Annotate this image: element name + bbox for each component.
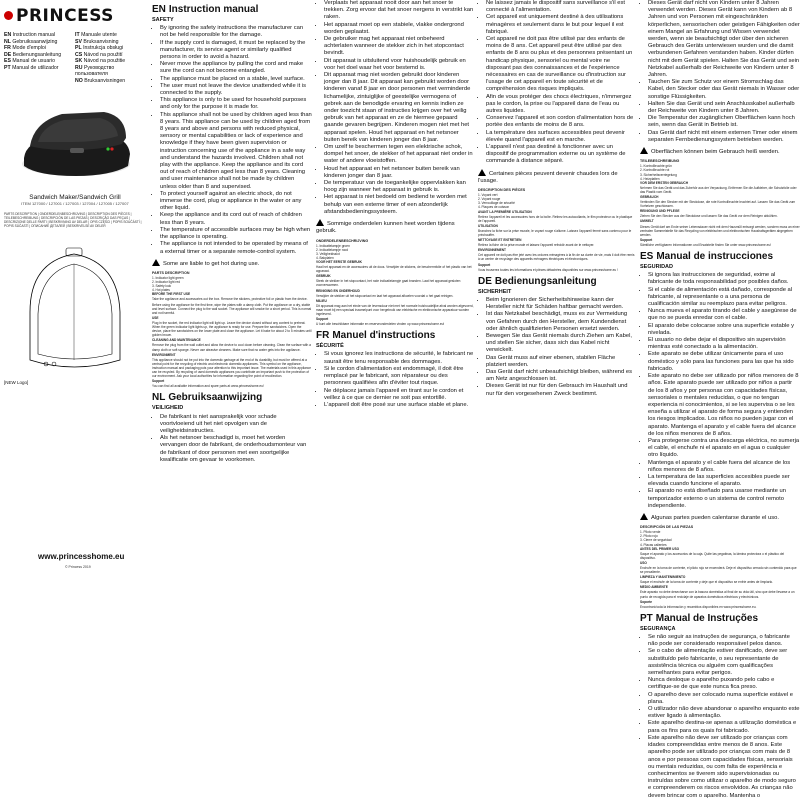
en-safety-item: • Keep the appliance and its cord out of reach of children less than 8 years. <box>160 212 312 226</box>
nl-safety-item: • De temperatuur van de toegankelijke oppervlakken kan hoog zijn wanneer het apparaat in gebruik is. <box>324 180 474 194</box>
de-safety-continued <box>640 0 800 156</box>
de-safety-item: • Die Temperatur der zugänglichen Oberflächen kann hoch sein, wenn das Gerät in Betrieb ist. <box>648 115 800 129</box>
en-safety-item: • The user must not leave the device unattended while it is connected to the supply. <box>160 83 312 97</box>
fr-parts-item: 3. Verrouillage de sécurité <box>478 201 515 206</box>
de-body-item: VOR DEM ERSTEN GEBRAUCH <box>640 180 688 185</box>
fr-safety-item: • Cet appareil ne doit pas être utilisé par des enfants de moins de 8 ans. Cet appareil peut être utilisé par des enfants de 8 ans ou plus et des personnes présentant un handicap physique, sensoriel ou mental voire ne disposant pas des connaissances et de l'expérience nécessaires en cas de surveillance ou d'instruction sur l'usage de cet appareil en toute sécurité et de compréhension des risques impliqués. <box>486 36 636 94</box>
de-body-item: Verbinden Sie den Stecker mit der Steckdose, die rote Kontrollleuchte leuchtet auf. Lassen Sie das Gerät zum Vorheizen geschlossen. <box>640 200 796 209</box>
de-safety-item: • Ist das Netzkabel beschädigt, muss es zur Vermeidung von Gefahren durch den Hersteller, dem Kundendienst oder ähnlich qualifizierten Personen ersetzt werden. <box>486 311 636 333</box>
fr-safety-item: • Si le cordon d'alimentation est endommagé, il doit être remplacé par le fabricant, son réparateur ou des personnes qualifiées afin d'éviter tout risque. <box>324 366 474 388</box>
nl-body-item: Dit apparaat mag aan het einde van de levensduur niet met het normale huishoudelijke afval worden afgevoerd, maar moet bij een speciaal inzamelpunt voor hergebruik van elektrische en elektronische apparatuur worden ingeleverd. <box>316 303 474 316</box>
nl-safety-item: • Het apparaat moet op een stabiele, vlakke ondergrond worden geplaatst. <box>324 22 474 36</box>
product-model: ITEM 127000 / 127001 / 127003 / 127004 / 127005 / 127007 <box>21 201 129 206</box>
de-hot-warning: Oberflächen können beim Gebrauch heiß werden. <box>640 147 800 156</box>
de-title: DE Bedienungsanleitung <box>478 275 597 287</box>
en-safety-item: • The temperature of accessible surfaces may be high when the appliance is operating. <box>160 227 312 241</box>
fr-safety-heading: SÉCURITÉ <box>316 343 344 350</box>
es-body-item: MEDIO AMBIENTE <box>640 585 668 590</box>
en-safety-heading: SAFETY <box>152 17 174 23</box>
fr-parts-list <box>478 193 636 209</box>
pt-safety-item: • O utilizador não deve abandonar o aparelho enquanto este estiver ligado à alimentação. <box>648 706 800 720</box>
nl-safety-list-b <box>316 0 474 216</box>
fr-safety-item: • Si vous ignorez les instructions de sécurité, le fabricant ne saurait être tenu responsable des dommages. <box>324 351 474 365</box>
de-body-item: UMWELT <box>640 219 654 224</box>
es-safety-list <box>640 272 800 510</box>
nl-body-item: Support <box>316 317 329 322</box>
es-safety-item: • El aparato no está diseñado para usarse mediante un temporizador externo o un sistema de control remoto independiente. <box>648 488 800 510</box>
pt-safety-heading: SEGURANÇA <box>640 625 676 632</box>
fr-safety-list-b <box>478 0 636 166</box>
es-parts-item: 3. Cierre de seguridad <box>640 538 672 543</box>
en-safety-item: • Never move the appliance by pulling the cord and make sure the cord can not become entangled. <box>160 61 312 75</box>
es-safety-item: • El aparato debe colocarse sobre una superficie estable y nivelada. <box>648 323 800 337</box>
parts-description-header: PARTS DESCRIPTION | ONDERDELENBESCHRIJVING | DESCRIPTION DES PIÈCES | TEILEBESCHREIBUNG | DESCRIPCIÓN DE LAS PIEZAS | DESCRIÇÃO DAS PEÇAS | DESCRIZIONE DELLE PARTI | BESKRIVNING AV DELAR | OPIS CZĘŚCI | POPIS SOUČÁSTÍ | POPIS SÚČASTÍ | ОПИСАНИЕ ДЕТАЛЕЙ | BESKRIVELSE AV DELER <box>4 212 142 228</box>
es-body-item: ANTES DEL PRIMER USO <box>640 546 680 551</box>
pt-safety-item: • Este aparelho não deve ser utilizado por crianças com idades compreendidas entre menos de 8 anos. Este aparelho pode ser utilizado por crianças com mais de 8 anos e por pessoas com capacidades físicas, sensoriais ou mentais reduzidas, ou com falta de experiência e conhecimentos se tiverem sido supervisionadas ou instruídas sobre como utilizar o aparelho de modo seguro e compreenderem os riscos envolvidos. As crianças não devem brincar com o aparelho. Mantenha o <box>648 735 800 800</box>
de-parts-item: 1. Kontrollleuchte grün <box>640 164 672 169</box>
fr-de-section <box>478 0 636 575</box>
de-details <box>640 159 800 247</box>
fr-hot-warning: Certaines pièces peuvent devenir chaudes lors de l'usage. <box>478 170 618 184</box>
language-item: DE Bedienungsanleitung <box>4 51 62 58</box>
nl-safety-list-a <box>152 414 312 464</box>
fr-parts-item: 1. Voyant vert <box>478 193 498 198</box>
nl-title: NL Gebruiksaanwijzing <box>152 392 263 404</box>
hot-surface-warning-icon <box>478 169 486 176</box>
nl-body-item[interactable]: U kunt alle beschikbare informatie en reserveonderdelen vinden op www.princesshome.eu! <box>316 322 445 327</box>
language-item: ES Manual de usuario <box>4 58 56 64</box>
en-parts-item: 1. Indicator light green <box>152 276 184 280</box>
en-safety <box>152 17 312 268</box>
de-parts-item: 2. Kontrollleuchte rot <box>640 168 670 173</box>
de-safety-list-a <box>478 297 636 398</box>
fr-body-item: Retirez l'appareil et les accessoires hors de la boîte. Retirez les autocollants, le film protecteur ou le plastique de l'appareil. <box>478 214 633 223</box>
nl-safety-item: • Om uzelf te beschermen tegen een elektrische schok, dompel het snoer, de stekker of het apparaat niet onder in water of andere vloeistoffen. <box>324 144 474 166</box>
nl-fr-section <box>316 0 474 575</box>
fr-body-item: UTILISATION <box>478 223 498 228</box>
en-body-item: CLEANING AND MAINTENANCE <box>152 338 201 343</box>
nl-body-item: MILIEU <box>316 298 327 303</box>
en-parts-item: 4. Hot plates <box>152 288 170 293</box>
nl-body-item: Haal het apparaat en de accessoires uit de doos. Verwijder de stickers, de beschermfolie of het plastic van het apparaat. <box>316 265 472 274</box>
nl-parts-list <box>316 244 474 260</box>
fr-safety-item: • L'appareil doit être posé sur une surface stable et plane. <box>324 402 474 409</box>
de-safety-heading: SICHERHEIT <box>478 288 512 295</box>
product-title: Sandwich Maker/Sandwich Grill <box>29 194 121 201</box>
fr-parts-item: 4. Plaques de cuisson <box>478 205 510 210</box>
fr-title: FR Manuel d'instructions <box>316 330 436 342</box>
es-body-item: Saque el aparato y los accesorios de la caja. Quite las pegatinas, la lámina protectora o el plástico del dispositivo. <box>640 551 785 560</box>
fr-details <box>478 188 636 272</box>
de-body-item: Dieses Gerät darf am Ende seiner Lebensdauer nicht mit dem Hausmüll entsorgt werden, sondern muss an einer zentralen Sammelstelle für das Recycling von elektrischen und elektronischen Haushaltsgeräten abgegeben werden. <box>640 224 800 237</box>
nl-body-item: VOOR HET EERSTE GEBRUIK <box>316 259 362 264</box>
nl-parts-item: 2. Indicatielampje rood <box>316 247 349 252</box>
pt-safety-item: • Nunca desloque o aparelho puxando pelo cabo e certifique-se de que este nunca fica preso. <box>648 677 800 691</box>
language-item: CS Návod na použití <box>75 51 123 58</box>
hot-surface-warning-icon <box>640 147 648 154</box>
de-parts-list <box>640 164 800 180</box>
fr-safety-item: • Conservez l'appareil et son cordon d'alimentation hors de portée des enfants de moins de 8 ans. <box>486 115 636 129</box>
es-safety <box>640 264 800 522</box>
es-body-item: LIMPIEZA Y MANTENIMIENTO <box>640 575 686 580</box>
es-safety-item: • Este aparato no debe ser utilizado por niños menores de 8 años. Este aparato puede ser utilizado por niños a partir de los 8 años y por personas con capacidades físicas, sensoriales o mentales reducidas, o que no tengan experiencia ni conocimientos, si se les supervisa o se les enseña a utilizar el aparato de forma segura y entienden los riesgos implicados. Los niños no pueden jugar con el aparato. Mantenga el aparato y el cable fuera del alcance de los niños menores de 8 años. <box>648 373 800 438</box>
es-body-item: Enchufe en la toma de corriente, el piloto rojo se encenderá. Deje el dispositivo cerrado sin contenido para que se precaliente. <box>640 566 797 575</box>
language-item: EN Instruction manual <box>4 32 56 38</box>
nl-safety-item: • De fabrikant is niet aansprakelijk voor schade voortvloeiend uit het niet opvolgen van de veiligheidsinstructies. <box>160 414 312 436</box>
fr-safety-item: • Ne déplacez jamais l'appareil en tirant sur le cordon et veillez à ce que ce dernier ne soit pas entortillé. <box>324 388 474 402</box>
fr-safety-item: • Cet appareil est uniquement destiné à des utilisations ménagères et seulement dans le but pour lequel il est fabriqué. <box>486 14 636 36</box>
en-body-item: Remove the plug from the wall outlet and allow the device to cool down before cleaning. Clean the surface with a damp cloth or soft sponge. Never use abrasive cleaners. Make sure that no water gets into the appliance. <box>152 343 311 352</box>
es-body-item: Saque el enchufe de la toma de corriente y deje que el dispositivo se enfríe antes de limpiarlo. <box>640 580 774 585</box>
fr-safety-item: • La température des surfaces accessibles peut devenir élevée quand l'appareil est en marche. <box>486 130 636 144</box>
en-details <box>152 271 312 388</box>
fr-body-item: AVANT LA PREMIÈRE UTILISATION <box>478 209 532 214</box>
brand-logo <box>4 6 146 26</box>
nl-safety-item: • De gebruiker mag het apparaat niet onbeheerd achterlaten wanneer de stekker zich in het stopcontact bevindt. <box>324 36 474 58</box>
pt-safety-list <box>640 634 800 800</box>
en-parts-item: 3. Safety lock <box>152 284 172 289</box>
fr-parts-heading: DESCRIPTION DES PIÈCES <box>478 188 526 193</box>
pt-title: PT Manual de Instruções <box>640 612 759 624</box>
fr-body-item: Cet appareil ne doit pas être jeté avec les ordures ménagères à la fin de sa durée de vie, mais il doit être remis à un centre de recyclage des appareils ménagers électriques et électroniques. <box>478 253 635 262</box>
es-body-item[interactable]: Encontrará toda la información y recambios disponibles en www.princesshome.eu. <box>640 604 757 609</box>
website-url[interactable]: www.princesshome.eu <box>38 552 125 561</box>
de-es-pt-section <box>640 0 800 799</box>
en-body-item: Plug in the socket, the red indicator light will light up. Leave the device closed without any content to preheat. When the green indicator light lights up, the appliance is ready for use. Prepare the sandwiches. Open the device, place the sandwiches on the lower plate and close the appliance. Let it bake for about 2 to 5 minutes until golden brown. <box>152 320 312 338</box>
en-safety-list <box>152 25 312 256</box>
en-body-item: Take the appliance and accessories out the box. Remove the stickers, protective foil or plastic from the device. <box>152 297 308 302</box>
fr-safety-item: • Ne laissez jamais le dispositif sans surveillance s'il est connecté à l'alimentation. <box>486 0 636 14</box>
print-date: © Princess 2019 <box>65 565 91 569</box>
fr-parts-item: 2. Voyant rouge <box>478 197 501 202</box>
de-safety-item: • Tauchen Sie zum Schutz vor einem Stromschlag das Kabel, den Stecker oder das Gerät niemals in Wasser oder sonstige Flüssigkeiten. <box>648 79 800 101</box>
de-safety-list-b <box>640 0 800 144</box>
de-body-item: GEBRAUCH <box>640 195 659 200</box>
en-section <box>152 0 312 575</box>
es-safety-item: • Para protegerse contra una descarga eléctrica, no sumerja el cable, el enchufe ni el aparato en el agua o cualquier otro líquido. <box>648 438 800 460</box>
en-body-item: ENVIRONMENT <box>152 352 176 357</box>
es-parts-heading: DESCRIPCIÓN DE LAS PIEZAS <box>640 525 694 530</box>
pt-safety <box>640 626 800 800</box>
fr-safety-item: • Afin de vous protéger des chocs électriques, n'immergez pas le cordon, la prise ou l'appareil dans de l'eau ou autres liquides. <box>486 94 636 116</box>
es-safety-item: • Si el cable de alimentación está dañado, corresponde al fabricante, al representante o a una persona de cualificación similar su reemplazo para evitar peligros. <box>648 287 800 309</box>
language-item: PL Instrukcja obsługi <box>75 45 124 51</box>
language-item: NO Bruksanvisningen <box>75 77 126 84</box>
nl-body-item: REINIGING EN ONDERHOUD <box>316 288 360 293</box>
en-parts-heading: PARTS DESCRIPTION <box>152 270 190 275</box>
en-safety-item: • By ignoring the safety instructions the manufacturer can not be held responsible for the damage. <box>160 25 312 39</box>
fr-safety-start <box>316 343 474 409</box>
language-item: SV Bruksanvisning <box>75 38 119 45</box>
de-safety-start <box>478 289 636 398</box>
es-safety-item: • La temperatura de las superficies accesibles puede ser elevada cuando funcione el aparato. <box>648 474 800 488</box>
en-body-item: BEFORE THE FIRST USE <box>152 292 191 297</box>
de-safety-item: • Das Gerät muss auf einer ebenen, stabilen Fläche platziert werden. <box>486 355 636 369</box>
en-hot-warning: Some are liable to get hot during use. <box>152 259 312 268</box>
de-body-item[interactable]: Sämtliche verfügbaren Informationen und Ersatzteile finden Sie unter www.princesshome.eu! <box>640 242 772 247</box>
es-body-item: USO <box>640 560 647 565</box>
de-safety-item: • Halten Sie das Gerät und sein Anschlusskabel außerhalb der Reichweite von Kindern unter 8 Jahren. <box>648 101 800 115</box>
es-title: ES Manual de instrucciones <box>640 251 774 263</box>
es-body-item: Este aparato no debe desecharse con la basura doméstica al final de su vida útil, sino que debe llevarse a un punto de recogida para el reciclaje de aparatos domésticos eléctricos y electrónicos. <box>640 590 795 599</box>
pt-safety-item: • Este aparelho destina-se apenas a utilização doméstica e para os fins para os quais foi fabricado. <box>648 720 800 734</box>
es-parts-item: 1. Piloto verde <box>640 530 661 535</box>
en-body-item: This appliance should not be put into the domestic garbage at the end of its durability, but must be offered at a central point for the recycling of electric and electronic domestic appliances. This symbol on the appliance, instruction manual and packaging puts your attention to this important issue. The materials used in this appliance can be recycled. By recycling of used domestic appliances you contribute an important push to the protection of our environment. Ask your local authorities for information regarding the point of recollection. <box>152 357 312 379</box>
nl-safety-item: • Verplaats het apparaat nooit door aan het snoer te trekken. Zorg ervoor dat het snoer nergens in verstrikt kan raken. <box>324 0 474 22</box>
logo-mark-icon <box>4 11 13 20</box>
es-body <box>640 547 800 609</box>
en-body-item[interactable]: You can find all available information and spare parts at www.princesshome.eu! <box>152 384 264 389</box>
es-parts-item: 2. Piloto rojo <box>640 534 658 539</box>
de-parts-item: 3. Sicherheitsverriegelung <box>640 172 677 177</box>
brand-name: PRINCESS <box>16 6 114 26</box>
sandwich-maker-icon <box>10 92 140 192</box>
es-safety-item: • El usuario no debe dejar el dispositivo sin supervisión mientras esté conectado a la alimentación. <box>648 337 800 351</box>
de-safety-item: • Dieses Gerät ist nur für den Gebrauch im Haushalt und nur für den vorgesehenen Zweck bestimmt. <box>486 383 636 397</box>
es-safety-item: • Mantenga el aparato y el cable fuera del alcance de los niños menores de 8 años. <box>648 460 800 474</box>
en-body-item: Support <box>152 379 165 384</box>
fr-body-item: NETTOYAGE ET ENTRETIEN <box>478 238 522 243</box>
language-item: FR Mode d'emploi <box>4 45 46 51</box>
en-safety-item: • The appliance must be placed on a stable, level surface. <box>160 76 312 83</box>
fr-safety-continued <box>478 0 636 185</box>
product-image <box>10 92 140 192</box>
nl-parts-heading: ONDERDELENBESCHRIJVING <box>316 238 369 243</box>
nl-parts-item: 4. Bakplaten <box>316 255 334 260</box>
es-safety-item: • Este aparato se debe utilizar únicamente para el uso doméstico y sólo para las funciones para las que ha sido fabricado. <box>648 351 800 373</box>
en-body <box>152 292 312 388</box>
en-safety-item: • The appliance is not intended to be operated by means of a external timer or a separate remote-control system. <box>160 241 312 255</box>
language-item: IT Manuale utente <box>75 32 117 38</box>
nl-safety-item: • Het apparaat is niet bedoeld om bediend te worden met behulp van een externe timer of een afzonderlijk afstandsbedieningssysteem. <box>324 194 474 216</box>
fr-body-item: Support <box>478 262 491 267</box>
nl-title-block <box>152 392 312 464</box>
en-body-item: USE <box>152 315 159 320</box>
parts-diagram-icon <box>16 242 134 382</box>
es-hot-warning: Algunas partes pueden calentarse durante el uso. <box>640 513 800 522</box>
de-body <box>640 181 800 247</box>
es-details <box>640 525 800 609</box>
de-safety-item: • Das Gerät darf nicht mit einem externen Timer oder einem separaten Fernbedienungssystem betrieben werden. <box>648 130 800 144</box>
pt-safety-item: • O aparelho deve ser colocado numa superfície estável e plana. <box>648 692 800 706</box>
language-item: RU Руководство пользователя <box>75 64 115 77</box>
nl-hot-warning: Sommige onderdelen kunnen heet worden tijdens gebruik. <box>316 221 455 235</box>
nl-safety-item: • Dit apparaat mag niet worden gebruikt door kinderen jonger dan 8 jaar. Dit apparaat kan gebruikt worden door kinderen vanaf 8 jaar en door personen met verminderde lichamelijke, zintuiglijke of geestelijke vermogens of gebrek aan de benodigde ervaring en kennis indien ze onder toezicht staan of instructies krijgen over het veilig gebruik van het apparaat en ze de hiermee gepaard gaande gevaren begrijpen. Kinderen mogen niet met het apparaat spelen. Houd het apparaat en het netsnoer buiten bereik van kinderen jonger dan 8 jaar. <box>324 72 474 144</box>
fr-body-item: ENVIRONNEMENT <box>478 248 506 253</box>
nl-parts-item: 3. Veiligheidsslot <box>316 251 340 256</box>
es-safety-item: • Nunca mueva el aparato tirando del cable y asegúrese de que no se pueda enredar con el cable. <box>648 308 800 322</box>
nl-body-item: Verwijder de stekker uit het stopcontact en laat het apparaat afkoelen voordat u het gaat reinigen. <box>316 293 454 298</box>
hot-surface-warning-icon <box>152 259 160 266</box>
de-safety-item: • Beim Ignorieren der Sicherheitshinweise kann der Hersteller nicht für Schäden haftbar gemacht werden. <box>486 297 636 311</box>
de-body-item: Ziehen Sie den Stecker aus der Steckdose und lassen Sie das Gerät vor dem Reinigen abkühlen. <box>640 214 778 219</box>
es-safety-item: • Si ignora las instrucciones de seguridad, exime al fabricante de toda responsabilidad por posibles daños. <box>648 272 800 286</box>
en-safety-item: • If the supply cord is damaged, it must be replaced by the manufacturer, its service agent or similarly qualified persons in order to avoid a hazard. <box>160 40 312 62</box>
en-safety-item: • This appliance is only to be used for household purposes and only for the purpose it is made for. <box>160 97 312 111</box>
nl-parts-item: 1. Indicatielampje groen <box>316 243 350 248</box>
hot-surface-warning-icon <box>640 513 648 520</box>
en-parts-item: 2. Indicator light red <box>152 280 180 285</box>
en-title: EN Instruction manual <box>152 4 259 15</box>
en-safety-item: • To protect yourself against an electric shock, do not immerse the cord, plug or appliance in the water or any other liquid. <box>160 191 312 213</box>
nl-body-item: Steek de stekker in het stopcontact, het rode indicatielampje gaat branden. Laat het apparaat gesloten voorverwarmen. <box>316 279 461 288</box>
de-body-item: Support <box>640 237 653 242</box>
pt-safety-item: • Se não seguir as instruções de segurança, o fabricante não pode ser considerado responsável pelos danos. <box>648 634 800 648</box>
es-safety-heading: SEGURIDAD <box>640 264 674 271</box>
nl-details <box>316 239 474 327</box>
language-item <box>4 78 75 85</box>
cover-column <box>0 0 150 575</box>
nl-body-item: GEBRUIK <box>316 274 331 279</box>
language-item: NL Gebruiksaanwijzing <box>4 38 58 45</box>
fr-body <box>478 210 636 272</box>
en-parts-list <box>152 276 312 292</box>
hot-surface-warning-icon <box>316 219 324 226</box>
nl-body <box>316 260 474 326</box>
pt-safety-item: • Se o cabo de alimentação estiver danificado, deve ser substituído pelo fabricante, o seu representante de assistência técnica ou alguém com qualificações semelhantes para evitar perigos. <box>648 648 800 677</box>
de-parts-item: 4. Heizplatten <box>640 176 660 181</box>
language-item: SK Návod na použitie <box>75 58 126 64</box>
de-body-item: Nehmen Sie das Gerät und das Zubehör aus der Verpackung. Entfernen Sie die Aufkleber, die Schutzfolie oder das Plastik vom Gerät. <box>640 185 797 194</box>
nl-safety-item: • Dit apparaat is uitsluitend voor huishoudelijk gebruik en voor het doel waar het voor bestemd is. <box>324 58 474 72</box>
de-safety-item: • Dieses Gerät darf nicht von Kindern unter 8 Jahren verwendet werden. Dieses Gerät kann von Kindern ab 8 Jahren und von Personen mit eingeschränkten körperlichen, sensorischen oder geistigen Fähigkeiten oder einem Mangel an Erfahrung und Wissen verwendet werden, wenn sie beaufsichtigt oder über den sicheren Gebrauch des Geräts unterwiesen wurden und die damit verbundenen Gefahren verstanden haben. Kinder dürfen nicht mit dem Gerät spielen. Halten Sie das Gerät und sein Netzkabel außerhalb der Reichweite von Kindern unter 8 Jahren. <box>648 0 800 79</box>
en-body-item: Before using the appliance for the first time, wipe the plates with a damp cloth. Put the appliance on a dry, stable and level surface. Connect the plug to the wall socket. The appliance will smoke for a short period. This is normal and not harmful. <box>152 302 312 315</box>
item-label: [NEW Logo] <box>4 380 29 385</box>
es-parts-list <box>640 530 800 546</box>
fr-safety-item: • L'appareil n'est pas destiné à fonctionner avec un dispositif de programmation externe ou un système de commande à distance séparé. <box>486 144 636 166</box>
language-list <box>4 32 146 84</box>
de-parts-heading: TEILEBESCHREIBUNG <box>640 159 680 164</box>
nl-safety-heading: VEILIGHEID <box>152 405 184 412</box>
nl-safety-item: • Houd het apparaat en het netsnoer buiten bereik van kinderen jonger dan 8 jaar. <box>324 166 474 180</box>
es-body-item: Soporte <box>640 599 653 604</box>
parts-diagram <box>16 242 134 382</box>
fr-safety-list-a <box>316 351 474 409</box>
de-body-item: REINIGUNG UND PFLEGE <box>640 209 680 214</box>
nl-safety-item: • Als het netsnoer beschadigd is, moet het worden vervangen door de fabrikant, de onderhoudsmonteur van de fabrikant of door personen met een soortgelijke kwalificatie om gevaar te voorkomen. <box>160 435 312 464</box>
en-safety-item: • This appliance shall not be used by children aged less than 8 years. This appliance can be used by children aged from 8 years and above and persons with reduced physical, sensory or mental capabilities or lack of experience and knowledge if they have been given supervision or instruction concerning use of the appliance in a safe way and understand the hazards involved. Children shall not play with the appliance. Keep the appliance and its cord out of reach of children aged less than 8 years. Cleaning and user maintenance shall not be made by children unless older than 8 and supervised. <box>160 112 312 191</box>
es-parts-item: 4. Placas calientes <box>640 542 667 547</box>
fr-body-item[interactable]: Vous trouverez toutes les informations et pièces détachées disponibles sur www.princesshome.eu ! <box>478 267 618 272</box>
language-item: PT Manual de utilizador <box>4 64 59 71</box>
nl-safety-start <box>152 405 312 464</box>
fr-body-item: Retirez la fiche de la prise murale et laissez l'appareil refroidir avant de le nettoyer. <box>478 243 595 248</box>
fr-body-item: Branchez la fiche sur la prise murale, le voyant rouge s'allume. Laissez l'appareil fermé sans contenu pour le préchauffer. <box>478 228 632 238</box>
de-safety-item: • Bewegen Sie das Gerät niemals durch Ziehen am Kabel, und stellen Sie sicher, dass sich das Kabel nicht verwickelt. <box>486 333 636 355</box>
de-safety-item: • Das Gerät darf nicht unbeaufsichtigt bleiben, während es am Netz angeschlossen ist. <box>486 369 636 383</box>
nl-safety-continued <box>316 0 474 236</box>
